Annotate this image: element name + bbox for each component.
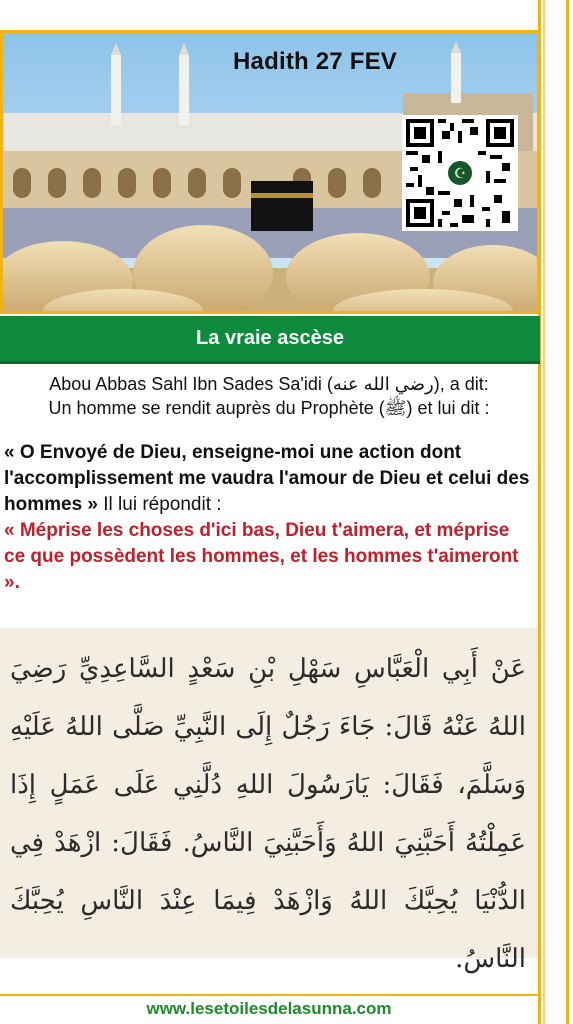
- narrator-line-2: Un homme se rendit auprès du Prophète (ﷺ) et lui dit :: [48, 398, 490, 418]
- hadith-answer: « Méprise les choses d'ici bas, Dieu t'aimera, et méprise ce que possèdent les hommes, et les hommes t'aimeront ».: [4, 520, 519, 593]
- hadith-title: Hadith 27 FEV: [233, 48, 397, 75]
- right-frame-inner: [543, 0, 545, 1024]
- hadith-reply-intro: Il lui répondit :: [97, 494, 222, 515]
- arabic-text: عَنْ أَبِي الْعَبَّاسِ سَهْلِ بْنِ سَعْدٍ السَّاعِدِيِّ رَضِيَ اللهُ عَنْهُ قَالَ: جَاءَ رَجُلٌ إِلَى النَّبِيِّ صَلَّى اللهُ عَلَيْهِ وَسَلَّمَ، فَقَالَ: يَارَسُولَ اللهِ دُلَّنِي عَلَى عَمَلٍ إِذَا عَمِلْتُهُ أَحَبَّنِيَ اللهُ وَأَحَبَّنِيَ النَّاسُ. فَقَالَ: ازْهَدْ فِي الدُّنْيَا يُحِبَّكَ اللهُ وَازْهَدْ فِيمَا عِنْدَ النَّاسِ يُحِبَّكَ النَّاسُ.: [10, 654, 526, 974]
- qr-code[interactable]: [402, 115, 518, 231]
- hadith-text: [4, 440, 534, 596]
- narrator: [0, 372, 538, 420]
- section-title: La vraie ascèse: [196, 327, 344, 349]
- website-link[interactable]: www.lesetoilesdelasunna.com: [146, 999, 392, 1018]
- hadith-question: « O Envoyé de Dieu, enseigne-moi une action dont l'accomplissement me vaudra l'amour de Dieu et celui des hommes »: [4, 442, 530, 515]
- qr-logo-icon: ☪: [446, 159, 474, 187]
- narrator-line-1: Abou Abbas Sahl Ibn Sades Sa'idi (رضي الله عنه), a dit:: [49, 374, 489, 394]
